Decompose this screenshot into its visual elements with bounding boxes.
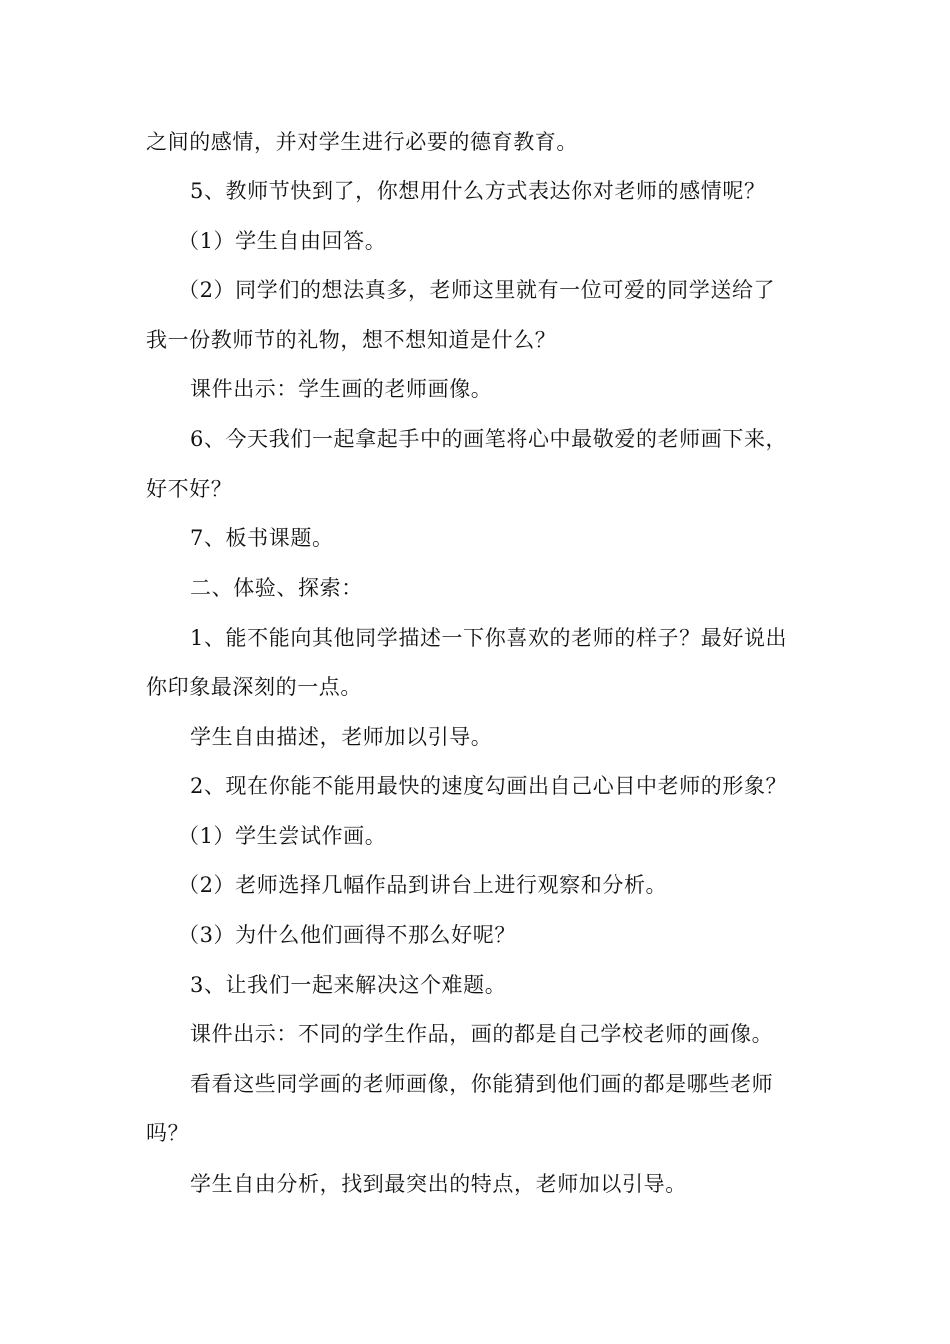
text-line-9: 7、板书课题。	[190, 526, 334, 550]
text-line-18: 3、让我们一起来解决这个难题。	[190, 973, 507, 997]
text-line-16: （2）老师选择几幅作品到讲台上进行观察和分析。	[178, 873, 668, 897]
text-line-6: 课件出示：学生画的老师画像。	[190, 377, 493, 401]
text-line-12: 你印象最深刻的一点。	[146, 675, 362, 699]
text-line-2: 5、教师节快到了，你想用什么方式表达你对老师的感情呢？	[190, 179, 766, 203]
text-line-3: （1）学生自由回答。	[178, 229, 387, 253]
text-line-1: 之间的感情，并对学生进行必要的德育教育。	[146, 130, 578, 154]
text-line-15: （1）学生尝试作画。	[178, 824, 387, 848]
text-line-4: （2）同学们的想法真多，老师这里就有一位可爱的同学送给了	[178, 278, 776, 302]
text-line-17: （3）为什么他们画得不那么好呢？	[178, 923, 516, 947]
text-line-21: 吗？	[146, 1121, 190, 1145]
text-line-8: 好不好？	[146, 477, 233, 501]
text-line-14: 2、现在你能不能用最快的速度勾画出自己心目中老师的形象？	[190, 774, 788, 798]
text-line-22: 学生自由分析，找到最突出的特点，老师加以引导。	[190, 1172, 687, 1196]
text-line-5: 我一份教师节的礼物，想不想知道是什么？	[146, 328, 557, 352]
text-line-7: 6、今天我们一起拿起手中的画笔将心中最敬爱的老师画下来，	[190, 427, 788, 451]
text-line-11: 1、能不能向其他同学描述一下你喜欢的老师的样子？最好说出	[190, 626, 788, 650]
text-line-13: 学生自由描述，老师加以引导。	[190, 725, 493, 749]
text-line-10: 二、体验、探索：	[190, 576, 363, 600]
text-line-20: 看看这些同学画的老师画像，你能猜到他们画的都是哪些老师	[190, 1072, 774, 1096]
text-line-19: 课件出示：不同的学生作品，画的都是自己学校老师的画像。	[190, 1022, 774, 1046]
